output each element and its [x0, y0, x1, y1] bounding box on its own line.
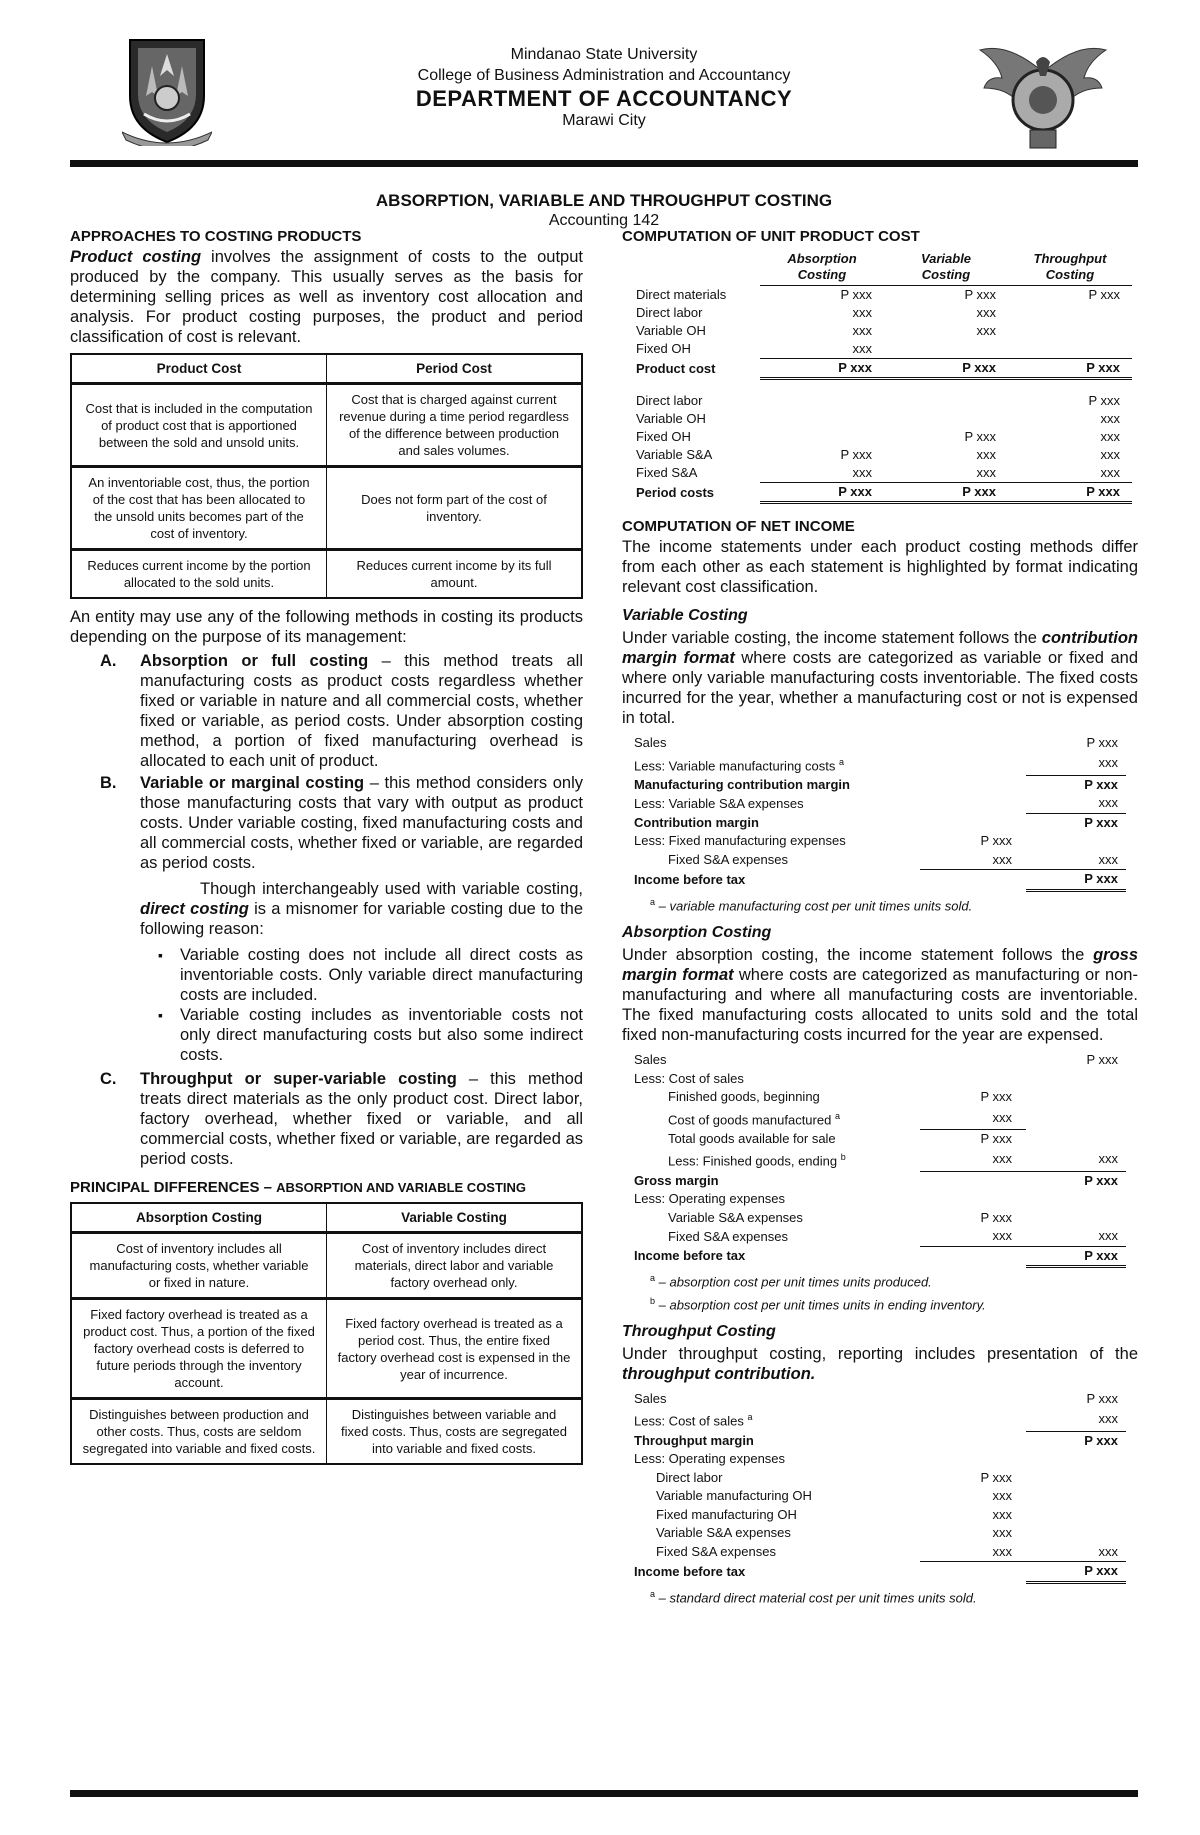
left-column	[70, 228, 583, 1473]
variable-costing-title: Variable Costing	[622, 607, 748, 624]
table-row	[71, 1233, 582, 1299]
table-cell: Cost of inventory includes direct materials, direct labor and variable factory overhead only.	[327, 1233, 583, 1299]
table-row: Fixed OH xxx	[636, 341, 872, 357]
table-row: Direct labor P xxx	[636, 393, 1120, 408]
list-item: ▪ Variable costing includes as inventoriable costs not only direct manufacturing costs but also some indirect costs.	[180, 1005, 583, 1065]
product-period-table	[70, 353, 583, 599]
throughput-costing-title: Throughput Costing	[622, 1322, 776, 1340]
approaches-heading: APPROACHES TO COSTING PRODUCTS	[70, 228, 362, 245]
table-cell: Fixed factory overhead is treated as a product cost. Thus, a portion of the fixed factory overhead costs is deferred to future periods through the inventory account.	[71, 1299, 327, 1399]
table-cell: Fixed factory overhead is treated as a period cost. Thus, the entire fixed factory overhead cost is expensed in the year of incurrence.	[327, 1299, 583, 1399]
table-row: Variable OH xxx	[636, 411, 1120, 426]
list-item: B. Variable or marginal costing – this method considers only those manufacturing costs that vary with output as product costs. Under variable costing, fixed manufacturing costs and all commercial costs, whether fixed or variable, are regarded as period costs. Though interchangeably used with variable costing, direct costing is a misnomer for variable costing due to the following reason:	[100, 774, 584, 938]
throughput-col-header: Throughput Costing	[1008, 247, 1132, 286]
net-income-heading: COMPUTATION OF NET INCOME	[622, 518, 855, 535]
absorption-col-header: Absorption Costing	[760, 247, 884, 286]
direct-costing-reasons	[70, 945, 583, 1065]
right-column	[622, 228, 1138, 1606]
department-name: DEPARTMENT OF ACCOUNTANCY	[415, 86, 793, 111]
list-item: ▪ Variable costing does not include all direct costs as inventoriable costs. Only variable direct manufacturing costs are included.	[180, 945, 583, 1005]
table-row	[71, 384, 582, 467]
absorption-costing-text: Under absorption costing, the income statement follows the gross margin format where costs are categorized as manufacturing or non-manufacturing and where all manufacturing costs are inventoriable. The fixed manufacturing costs allocated to units sold and the total fixed non-manufacturing costs incurred for the year are expensed.	[622, 946, 1138, 1045]
table-row	[71, 467, 582, 550]
absorption-footnote-b: $^b$ – absorption cost per unit times units in ending inventory.	[650, 1295, 986, 1312]
eagle-gear-icon	[978, 32, 1108, 150]
table-row: Variable S&A P xxx xxx xxx	[636, 447, 1120, 462]
footer-rule	[70, 1790, 1138, 1797]
absorption-costing-title: Absorption Costing	[622, 924, 772, 942]
absorption-header: Absorption Costing	[71, 1203, 327, 1233]
absorption-income-statement: Sales P xxx Less: Cost of sales Finished goods, beginning P xxx Cost of goods manufactured $^a$ xxx Total goods available for sale P xxx Less: Finished goods, ending $^b$ xxx xxx Gross margin P xxx Less: Operating expenses Variable S&A expenses P xxx Fixed S&A expenses xxx xxx Income before tax P xxx	[632, 1051, 1126, 1268]
product-cost-total: Product cost P xxx P xxx P xxx	[632, 359, 1132, 379]
table-cell: Cost that is charged against current revenue during a time period regardless of the difference between production and sales volumes.	[327, 384, 583, 467]
university-name: Mindanao State University	[510, 46, 698, 63]
differences-table	[70, 1202, 583, 1465]
throughput-costing-text: Under throughput costing, reporting includes presentation of the throughput contribution.	[622, 1344, 1138, 1383]
table-row: Direct labor xxx xxx	[636, 305, 996, 320]
variable-income-statement: Sales P xxx Less: Variable manufacturing costs $^a$ xxx Manufacturing contribution margin P xxx Less: Variable S&A expenses xxx Contribution margin P xxx Less: Fixed manufacturing expenses P xxx Fixed S&A expenses xxx xxx Income before tax P xxx	[632, 734, 1126, 892]
table-cell: Cost that is included in the computation of product cost that is apportioned between the sold and unsold units.	[71, 384, 327, 467]
table-row: Variable OH xxx xxx	[636, 323, 996, 338]
period-costs-total: Period costs P xxx P xxx P xxx	[632, 483, 1132, 503]
college-name: College of Business Administration and Accountancy	[417, 67, 791, 84]
table-cell: Distinguishes between variable and fixed costs. Thus, costs are segregated into variable and fixed costs.	[327, 1399, 583, 1465]
net-income-intro: The income statements under each product costing methods differ from each other as each statement is highlighted by format indicating relevant cost classification.	[622, 538, 1138, 596]
table-row	[71, 1299, 582, 1399]
list-item: C. Throughput or super-variable costing – this method treats direct materials as the only product cost. Direct labor, factory overhead, whether fixed or variable, and all commercial costs, whether fixed or variable, are regarded as period costs.	[100, 1070, 583, 1168]
table-cell: Cost of inventory includes all manufacturing costs, whether variable or fixed in nature.	[71, 1233, 327, 1299]
city-name: Marawi City	[562, 112, 646, 129]
variable-footnote: $^a$ – variable manufacturing cost per unit times units sold.	[650, 896, 973, 914]
list-item: A. Absorption or full costing – this method treats all manufacturing costs as product costs regardless whether fixed or variable in nature and all commercial costs, whether fixed or variable, as period costs. Under absorption costing method, a portion of fixed manufacturing overhead is allocated to each unit of product.	[100, 652, 583, 770]
table-cell: An inventoriable cost, thus, the portion of the cost that has been allocated to the unsold units becomes part of the cost of inventory.	[71, 467, 327, 550]
direct-costing-note: Though interchangeably used with variable costing, direct costing is a misnomer for variable costing due to the following reason:	[140, 880, 584, 938]
period-cost-header: Period Cost	[327, 354, 583, 384]
product-costing-term: Product costing	[70, 248, 202, 266]
methods-intro: An entity may use any of the following methods in costing its products depending on the purpose of its management:	[70, 608, 583, 646]
table-cell: Distinguishes between production and other costs. Thus, costs are seldom segregated into variable and fixed costs.	[71, 1399, 327, 1465]
title-main: ABSORPTION, VARIABLE AND THROUGHPUT COSTING	[375, 191, 833, 210]
letterhead	[70, 30, 1138, 160]
table-row	[71, 1399, 582, 1465]
table-cell: Does not form part of the cost of inventory.	[327, 467, 583, 550]
approaches-intro: Product costing involves the assignment of costs to the output produced by the company. This usually serves as the basis for determining selling prices as well as inventory cost allocation and analysis. For product costing purposes, the product and period classification of cost is relevant.	[70, 248, 583, 346]
absorption-footnote-a: $^a$ – absorption cost per unit times units produced.	[650, 1273, 932, 1290]
header-rule	[70, 160, 1138, 167]
unit-cost-table	[632, 247, 1132, 504]
unit-cost-heading: COMPUTATION OF UNIT PRODUCT COST	[622, 228, 920, 245]
throughput-income-statement: Sales P xxx Less: Cost of sales $^a$ xxx Throughput margin P xxx Less: Operating expenses Direct labor P xxx Variable manufacturing OH xxx Fixed manufacturing OH xxx Variable S&A expenses xxx Fixed S&A expenses xxx xxx Income before tax P xxx	[632, 1390, 1126, 1584]
variable-col-header: Variable Costing	[884, 247, 1008, 286]
table-row: Fixed S&A xxx xxx xxx	[636, 465, 1120, 481]
differences-heading: PRINCIPAL DIFFERENCES – ABSORPTION AND VARIABLE COSTING	[70, 1179, 527, 1196]
table-cell: Reduces current income by the portion allocated to the sold units.	[71, 550, 327, 599]
product-cost-header: Product Cost	[71, 354, 327, 384]
table-row: Direct materials P xxx P xxx P xxx	[636, 286, 1120, 302]
table-cell: Reduces current income by its full amount.	[327, 550, 583, 599]
table-row	[71, 550, 582, 599]
table-row: Fixed OH P xxx xxx	[636, 429, 1120, 444]
costing-methods-list-cont	[70, 1069, 583, 1169]
variable-header: Variable Costing	[327, 1203, 583, 1233]
throughput-footnote: $^a$ – standard direct material cost per unit times units sold.	[650, 1588, 977, 1606]
document-page	[70, 30, 1138, 231]
costing-methods-list	[70, 651, 583, 939]
variable-costing-text: Under variable costing, the income statement follows the contribution margin format where costs are categorized as variable or fixed and where only variable manufacturing costs inventoriable. The fixed costs incurred for the year, whether a manufacturing cost or not is expensed in total.	[622, 629, 1138, 727]
document-title	[70, 191, 1138, 231]
title-course: Accounting 142	[548, 212, 660, 229]
